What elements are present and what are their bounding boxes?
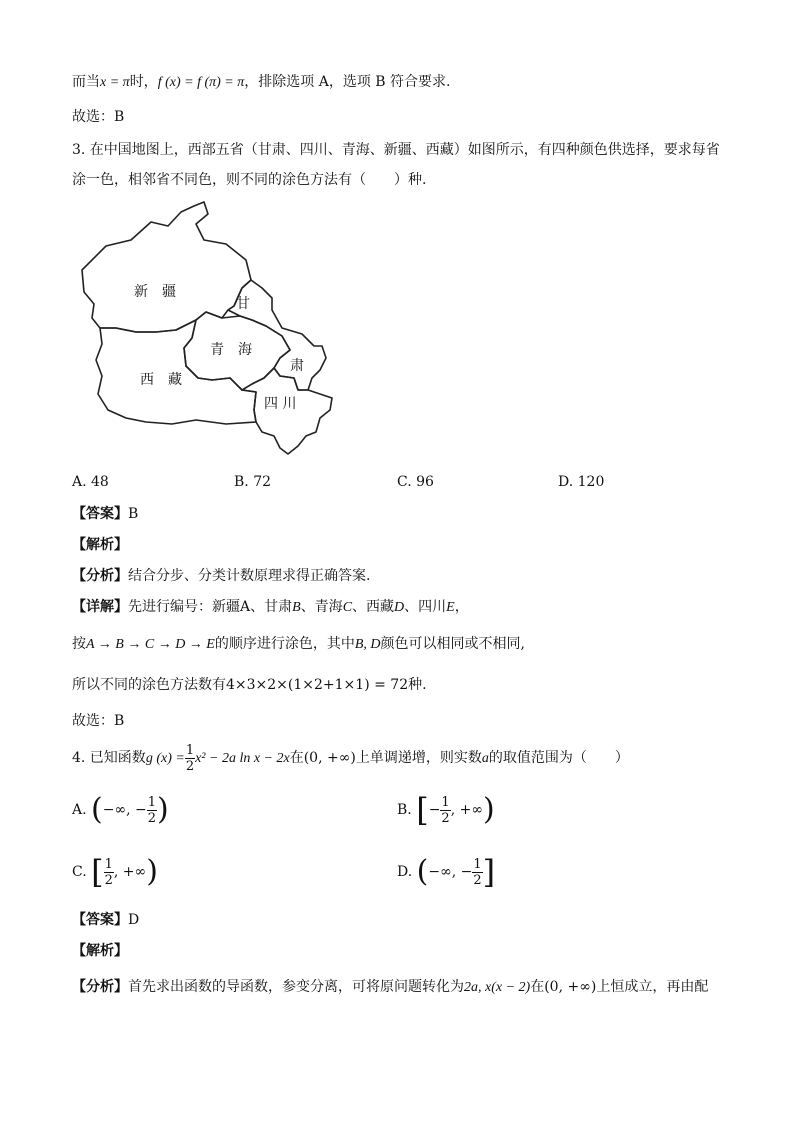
q3-answer-line: [72, 504, 138, 524]
xiangjie-tag: 【详解】: [72, 599, 128, 615]
fenxi-text: 结合分步、分类计数原理求得正确答案.: [128, 568, 371, 584]
option-label: C.: [72, 864, 87, 880]
math-var: B: [292, 600, 301, 615]
math-expression: −∞, −: [428, 864, 473, 880]
text-segment: 在: [530, 979, 545, 995]
q3-choose-line: 故选：B: [72, 713, 125, 729]
math-var: E: [446, 600, 455, 615]
math-expression: −∞, −: [102, 802, 147, 818]
text-segment: 先进行编号：新疆A、甘肃: [128, 599, 293, 615]
right-paren: ): [483, 792, 495, 827]
answer-value: B: [128, 506, 139, 522]
western-provinces-map: [76, 200, 338, 458]
q4-option-b: [397, 790, 495, 830]
text-segment: ，: [454, 599, 469, 615]
q3-analysis-tag: 【解析】: [72, 537, 128, 553]
left-paren: (: [416, 854, 429, 889]
text-segment: 、四川: [404, 599, 447, 615]
text-segment: 、青海: [300, 599, 343, 615]
math-expression: x² − 2a ln x − 2x: [195, 751, 290, 766]
question-4-line: [72, 740, 629, 777]
math-expression: f (x) = f (π) = π: [157, 75, 245, 90]
q4-option-d: [397, 852, 495, 892]
fenxi-tag: 【分析】: [72, 568, 128, 584]
math-interval: (0, +∞): [544, 979, 597, 995]
text-segment: 按: [72, 636, 86, 652]
text-segment: 、西藏: [352, 599, 395, 615]
text-segment: 上单调递增，则实数: [355, 750, 482, 766]
answer-value: D: [128, 912, 140, 928]
left-paren: (: [91, 792, 103, 827]
math-var: C: [342, 600, 353, 615]
label-qinghai: 青 海: [210, 342, 252, 358]
q3-order-line: [72, 634, 525, 655]
fraction-denominator: 2: [185, 758, 195, 774]
fraction-denominator: 2: [147, 810, 157, 826]
q3-option-b: B. 72: [234, 474, 272, 490]
right-bracket: ]: [482, 853, 496, 891]
math-expression: 2a, x(x − 2): [464, 980, 531, 995]
q3-option-a: A. 48: [72, 474, 109, 490]
label-sichuan: 四 川: [264, 396, 297, 412]
text-segment: 4. 已知函数: [72, 750, 146, 766]
label-xizang: 西 藏: [140, 372, 182, 388]
fraction-half: [440, 795, 450, 826]
left-bracket: [: [91, 853, 104, 891]
math-expression: 4×3×2×(1×2+1×1) = 72: [226, 677, 409, 693]
choose-line: 故选：B: [72, 109, 125, 125]
left-bracket: [: [416, 791, 429, 829]
fraction-half: [472, 857, 482, 888]
option-label: B.: [397, 802, 412, 818]
fraction-denominator: 2: [441, 810, 450, 826]
q4-analysis-tag: 【解析】: [72, 943, 128, 959]
math-expression: , +∞: [113, 864, 147, 880]
question-3-line-2: 涂一色，相邻省不同色，则不同的涂色方法有（ ）种.: [72, 172, 427, 188]
q4-option-c: [72, 852, 158, 892]
math-var: a: [481, 751, 489, 766]
math-expression: −: [428, 802, 441, 818]
q4-fenxi-line: [72, 977, 708, 998]
label-xinjiang: 新 疆: [134, 284, 176, 300]
q3-xiangjie-line: [72, 597, 469, 618]
answer-tag: 【答案】: [72, 912, 128, 928]
fraction-denominator: 2: [473, 872, 482, 888]
q4-answer-line: [72, 910, 139, 930]
fraction-numerator: 1: [104, 856, 113, 872]
math-expression: A → B → C → D → E: [86, 637, 215, 652]
label-gan: 甘: [236, 296, 250, 312]
q3-count-line: [72, 675, 427, 695]
text-segment: 种.: [408, 677, 427, 693]
right-paren: ): [157, 792, 169, 827]
answer-tag: 【答案】: [72, 506, 128, 522]
text-segment: 上恒成立，再由配: [596, 979, 709, 995]
q3-fenxi-line: [72, 566, 370, 586]
fraction-numerator: 1: [185, 742, 195, 758]
xinjiang-region: [82, 202, 251, 332]
math-var: D: [394, 600, 405, 615]
fraction-numerator: 1: [147, 794, 157, 810]
fraction-numerator: 1: [441, 794, 450, 810]
math-interval: (0, +∞): [303, 750, 356, 766]
text-segment: 颜色可以相同或不相同,: [380, 636, 525, 652]
text-segment: ，排除选项 A，选项 B 符合要求.: [244, 74, 451, 90]
q3-option-d: D. 120: [558, 474, 605, 490]
question-3-line-1: 3. 在中国地图上，西部五省（甘肃、四川、青海、新疆、西藏）如图所示，有四种颜色供选择，要求每省: [72, 142, 720, 158]
option-label: D.: [397, 864, 413, 880]
label-su: 肃: [290, 358, 304, 374]
fraction-half: [185, 743, 195, 774]
q4-option-a: [72, 790, 169, 830]
right-paren: ): [146, 854, 158, 889]
math-expression: B, D: [354, 637, 381, 652]
text-segment: 时，: [129, 74, 158, 90]
text-segment: 的顺序进行涂色，其中: [214, 636, 355, 652]
fraction-numerator: 1: [473, 856, 482, 872]
q3-option-c: C. 96: [397, 474, 434, 490]
fraction-half: [104, 857, 114, 888]
option-label: A.: [72, 802, 87, 818]
fenxi-tag: 【分析】: [72, 979, 128, 995]
math-expression: , +∞: [450, 802, 483, 818]
text-segment: 首先求出函数的导函数，参变分离，可将原问题转化为: [128, 979, 464, 995]
fraction-half: [147, 795, 157, 826]
math-expression: x = π: [100, 75, 130, 90]
text-segment: 而当: [72, 74, 100, 90]
text-segment: 的取值范围为（ ）: [488, 750, 629, 766]
fraction-denominator: 2: [104, 872, 113, 888]
math-expression: g (x) =: [145, 751, 185, 766]
text-segment: 所以不同的涂色方法数有: [72, 677, 226, 693]
text-line-1: [72, 72, 450, 93]
text-segment: 在: [289, 750, 304, 766]
